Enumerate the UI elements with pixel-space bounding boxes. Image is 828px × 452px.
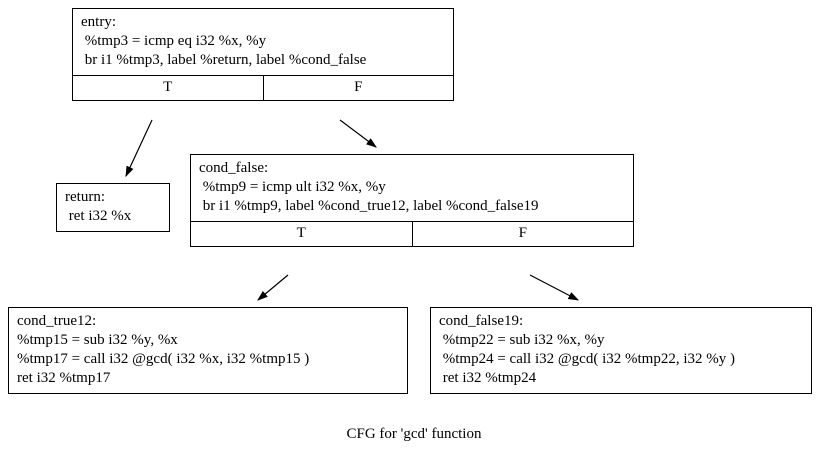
node-cond-true12-line-2: %tmp17 = call i32 @gcd( i32 %x, i32 %tmp15 ): [17, 351, 310, 367]
node-entry-port-false[interactable]: F: [263, 76, 454, 100]
node-cond-false19-line-0: cond_false19:: [439, 313, 524, 329]
edge-entry-true-to-return: [126, 120, 152, 176]
edge-entry-false-to-cond-false: [340, 120, 376, 147]
node-return-line-0: return:: [65, 189, 105, 205]
node-return[interactable]: [56, 183, 170, 232]
node-cond-false19-line-3: ret i32 %tmp24: [439, 370, 537, 386]
node-cond-true12-line-3: ret i32 %tmp17: [17, 370, 111, 386]
diagram-caption: CFG for 'gcd' function: [346, 426, 482, 442]
node-return-line-1: ret i32 %x: [65, 208, 132, 224]
node-cond-false-body: [191, 155, 633, 221]
node-entry-ports: [73, 75, 453, 100]
node-cond-false-port-true[interactable]: T: [296, 225, 306, 241]
node-cond-false19-line-2: %tmp24 = call i32 @gcd( i32 %tmp22, i32 %y ): [439, 351, 735, 367]
edge-cond-false-true-to-cond-true12: [258, 275, 288, 300]
edge-cond-false-false-to-cond-false19: [530, 275, 578, 300]
node-entry-line-2: br i1 %tmp3, label %return, label %cond_false: [81, 52, 367, 68]
node-cond-true12-line-1: %tmp15 = sub i32 %y, %x: [17, 332, 178, 348]
node-cond-true12[interactable]: [8, 307, 408, 394]
node-cond-false19-body: [431, 308, 811, 393]
node-cond-false-line-1: %tmp9 = icmp ult i32 %x, %y: [199, 179, 386, 195]
node-cond-false-line-2: br i1 %tmp9, label %cond_true12, label %cond_false19: [199, 198, 539, 214]
node-cond-true12-line-0: cond_true12:: [17, 313, 97, 329]
node-cond-false19[interactable]: [430, 307, 812, 394]
node-return-body: [57, 184, 169, 231]
node-cond-false[interactable]: [190, 154, 634, 247]
node-cond-false-line-0: cond_false:: [199, 160, 269, 176]
node-cond-false-port-false[interactable]: F: [412, 222, 634, 246]
node-entry[interactable]: [72, 8, 454, 101]
node-entry-port-true[interactable]: T: [163, 79, 173, 95]
node-entry-line-0: entry:: [81, 14, 116, 30]
node-cond-true12-body: [9, 308, 407, 393]
node-entry-line-1: %tmp3 = icmp eq i32 %x, %y: [81, 33, 267, 49]
node-cond-false-ports: [191, 221, 633, 246]
node-cond-false19-line-1: %tmp22 = sub i32 %x, %y: [439, 332, 605, 348]
node-entry-body: [73, 9, 453, 75]
